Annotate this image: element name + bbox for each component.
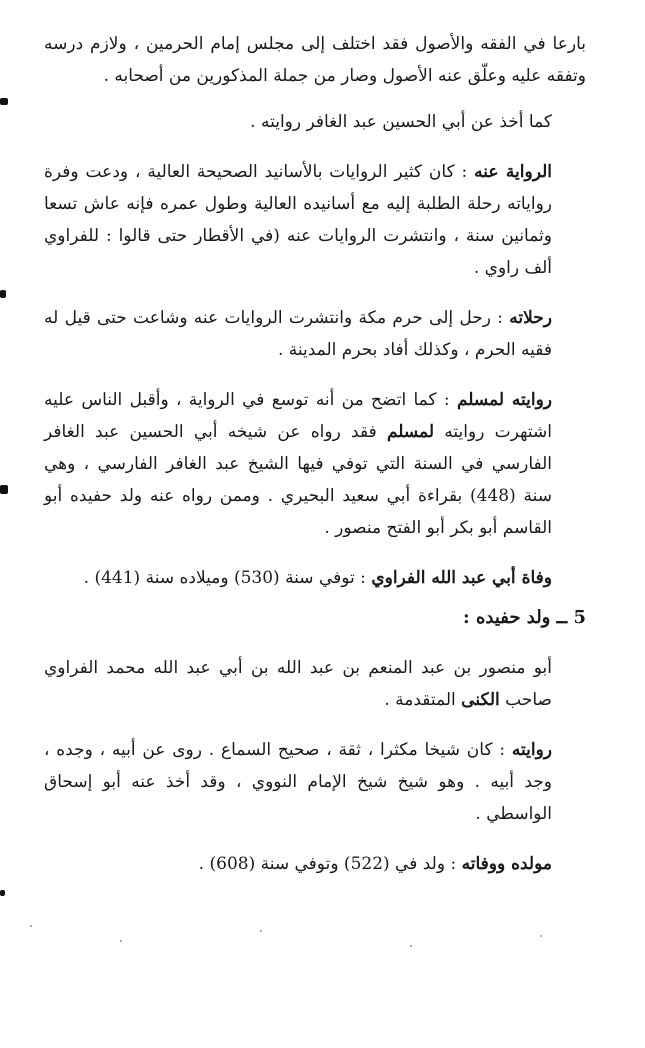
paragraph-narration xyxy=(44,156,586,284)
scan-speck xyxy=(30,925,32,927)
section-label: روايته لمسلم xyxy=(456,390,553,410)
paragraph-text: أبو منصور بن عبد المنعم بن عبد الله بن أبي عبد الله محمد الفراوي صاحب xyxy=(44,658,552,710)
paragraph-travels xyxy=(44,302,586,366)
paragraph-1 xyxy=(44,28,586,92)
section-label: رحلاته xyxy=(509,308,552,328)
paragraph-text: : كان شيخا مكثرا ، ثقة ، صحيح السماع . روى عن أبيه ، وجده ، وجد أبيه . وهو شيخ شيخ الإمام النووي ، وقد أخذ عنه أبو إسحاق الواسطي . xyxy=(44,740,552,824)
paragraph-text: فقد رواه عن شيخه أبي الحسين عبد الغافر الفارسي في السنة التي توفي فيها الشيخ عبد الغافر الفارسي ، وهي سنة (448) بقراءة أبي سعيد البحيري . وممن رواه عنه ولد حفيده أبو القاسم أبو بكر أبو الفتح منصور . xyxy=(44,422,552,538)
scan-mark xyxy=(0,485,8,494)
paragraph-text: : كما اتضح من أنه توسع في الرواية ، وأقبل الناس عليه اشتهرت روايته xyxy=(44,390,552,442)
section-label: وفاة أبي عبد الله الفراوي xyxy=(371,568,552,588)
paragraph-muslim-narration xyxy=(44,384,586,544)
scan-speck xyxy=(410,945,412,947)
section-label: مولده ووفاته xyxy=(461,854,552,874)
paragraph-text: : ولد في (522) وتوفي سنة (608) . xyxy=(198,854,462,874)
heading-text: 5 ــ ولد حفيده : xyxy=(463,607,586,628)
section-heading xyxy=(44,602,586,634)
scan-speck xyxy=(120,940,122,942)
paragraph-text: المتقدمة . xyxy=(384,690,462,710)
bold-term: الكنى xyxy=(461,690,500,710)
scan-mark xyxy=(0,890,5,896)
paragraph-death xyxy=(44,562,586,594)
paragraph-text: : توفي سنة (530) وميلاده سنة (441) . xyxy=(83,568,372,588)
scan-speck xyxy=(260,930,262,932)
paragraph-2 xyxy=(44,106,586,138)
scan-mark xyxy=(0,290,6,298)
paragraph-birth-death xyxy=(44,848,586,880)
section-label: روايته xyxy=(511,740,552,760)
paragraph-text: بارعا في الفقه والأصول فقد اختلف إلى مجلس إمام الحرمين ، ولازم درسه وتفقه عليه وعلّق عنه الأصول وصار من جملة المذكورين من أصحابه . xyxy=(44,34,586,86)
paragraph-his-narration xyxy=(44,734,586,830)
scan-mark xyxy=(0,98,8,105)
document-page xyxy=(44,28,586,880)
scan-speck xyxy=(540,935,542,937)
paragraph-text: : كان كثير الروايات بالأسانيد الصحيحة العالية ، ودعت وفرة رواياته رحلة الطلبة إليه مع أسانيده العالية وطول عمره فإنه عاش تسعا وثمانين سنة ، وانتشرت الروايات عنه (في الأقطار حتى قالوا : للفراوي ألف راوي . xyxy=(44,162,552,278)
paragraph-text: كما أخذ عن أبي الحسين عبد الغافر روايته . xyxy=(250,112,552,132)
section-label: الرواية عنه xyxy=(474,162,552,182)
paragraph-text: : رحل إلى حرم مكة وانتشرت الروايات عنه وشاعت حتى قيل له فقيه الحرم ، وكذلك أفاد بحرم المدينة . xyxy=(44,308,552,360)
paragraph-grandson xyxy=(44,652,586,716)
bold-term: لمسلم xyxy=(386,422,435,442)
